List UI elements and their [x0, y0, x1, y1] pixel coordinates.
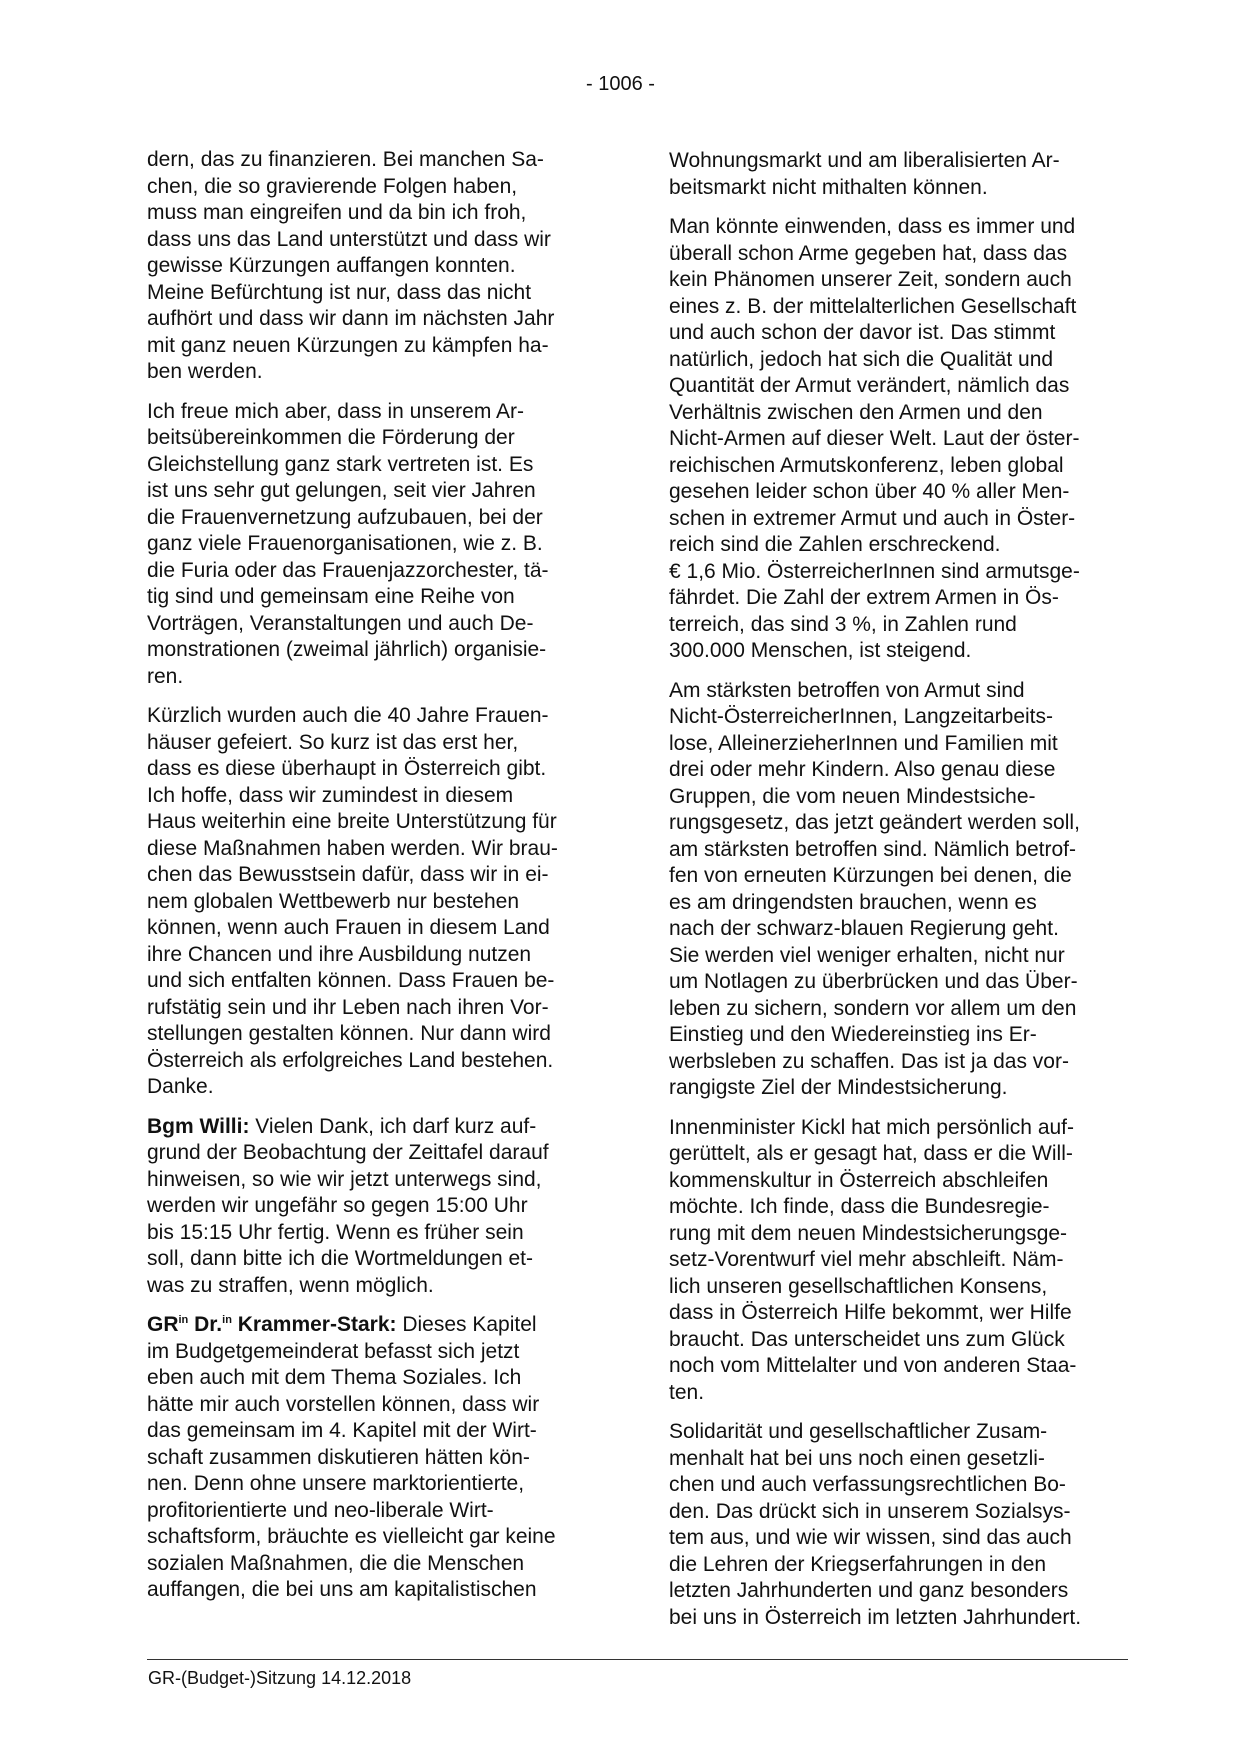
- text-line: muss man eingreifen und da bin ich froh,: [147, 201, 527, 224]
- text-line: braucht. Das unterscheidet uns zum Glück: [669, 1327, 1065, 1351]
- text-line: die Frauenvernetzung aufzubauen, bei der: [147, 505, 543, 529]
- text-line: was zu straffen, wenn möglich.: [147, 1273, 434, 1297]
- text-line: reich sind die Zahlen erschreckend.: [669, 533, 1001, 556]
- text-line: fen von erneuten Kürzungen bei denen, die: [669, 864, 1072, 887]
- text-line: schaftsform, bräuchte es vielleicht gar keine: [147, 1525, 556, 1548]
- text-line: 300.000 Menschen, ist steigend.: [669, 639, 972, 662]
- paragraph: [669, 678, 1129, 1102]
- right-column: [669, 148, 1129, 1644]
- paragraph: [669, 1419, 1129, 1631]
- text-line: menhalt hat bei uns noch einen gesetzli-: [669, 1446, 1045, 1470]
- text-line: Österreich als erfolgreiches Land bestehen.: [147, 1048, 554, 1072]
- text-line: soll, dann bitte ich die Wortmeldungen et-: [147, 1247, 533, 1270]
- text-line: rung mit dem neuen Mindestsicherungsge-: [669, 1221, 1068, 1245]
- text-line: mit ganz neuen Kürzungen zu kämpfen ha-: [147, 333, 549, 357]
- text-line: kein Phänomen unserer Zeit, sondern auch: [669, 268, 1072, 291]
- text-line: leben zu sichern, sondern vor allem um den: [669, 996, 1077, 1020]
- text-line: rungsgesetz, das jetzt geändert werden soll,: [669, 811, 1080, 834]
- text-line: die Furia oder das Frauenjazzorchester, tä-: [147, 558, 549, 582]
- text-line: Verhältnis zwischen den Armen und den: [669, 400, 1043, 424]
- speech-text: Dieses Kapitel: [396, 1313, 537, 1336]
- text-line: rufstätig sein und ihr Leben nach ihren Vor-: [147, 995, 549, 1019]
- text-line: im Budgetgemeinderat befasst sich jetzt: [147, 1339, 520, 1363]
- text-line: nem globalen Wettbewerb nur bestehen: [147, 889, 520, 913]
- text-line: und auch schon der davor ist. Das stimmt: [669, 321, 1056, 344]
- text-line: noch vom Mittelalter und von anderen Staa-: [669, 1354, 1077, 1377]
- text-line: ist uns sehr gut gelungen, seit vier Jahren: [147, 479, 536, 502]
- paragraph: [147, 399, 607, 691]
- text-line: diese Maßnahmen haben werden. Wir brau-: [147, 836, 558, 860]
- text-line: Quantität der Armut verändert, nämlich das: [669, 374, 1070, 397]
- text-line: und sich entfalten können. Dass Frauen be-: [147, 969, 555, 992]
- text-line: um Notlagen zu überbrücken und das Über-: [669, 970, 1078, 993]
- text-line: chen, die so gravierende Folgen haben,: [147, 174, 518, 198]
- text-line: kommenskultur in Österreich abschleifen: [669, 1168, 1049, 1192]
- text-line: Am stärksten betroffen von Armut sind: [669, 678, 1025, 702]
- text-line: Einstieg und den Wiedereinstieg ins Er-: [669, 1023, 1037, 1046]
- text-line: eben auch mit dem Thema Soziales. Ich: [147, 1366, 522, 1389]
- text-line: ten.: [669, 1380, 705, 1404]
- text-line: überall schon Arme gegeben hat, dass das: [669, 241, 1068, 265]
- text-line: letzten Jahrhunderten und ganz besonders: [669, 1579, 1069, 1602]
- text-line: Meine Befürchtung ist nur, dass das nicht: [147, 280, 532, 304]
- text-line: [147, 1312, 607, 1339]
- text-line: Ich freue mich aber, dass in unserem Ar-: [147, 399, 525, 423]
- paragraph: [147, 703, 607, 1101]
- footer-divider: [147, 1659, 1128, 1660]
- paragraph-bgm-willi: [147, 1114, 607, 1300]
- text-line: hinweisen, so wie wir jetzt unterwegs sind,: [147, 1167, 542, 1191]
- text-line: bei uns in Österreich im letzten Jahrhundert.: [669, 1605, 1082, 1629]
- text-line: das gemeinsam im 4. Kapitel mit der Wirt-: [147, 1419, 537, 1442]
- text-line: setz-Vorentwurf viel mehr abschleift. Näm-: [669, 1248, 1064, 1271]
- text-line: Kürzlich wurden auch die 40 Jahre Frauen-: [147, 704, 549, 727]
- speaker-name: Bgm Willi:: [147, 1114, 250, 1138]
- text-line: Solidarität und gesellschaftlicher Zusam-: [669, 1420, 1048, 1443]
- text-line: fährdet. Die Zahl der extrem Armen in Ös-: [669, 586, 1059, 609]
- text-line: grund der Beobachtung der Zeittafel darauf: [147, 1141, 549, 1164]
- text-line: gerüttelt, als er gesagt hat, dass er die Will-: [669, 1142, 1073, 1165]
- text-line: den. Das drückt sich in unserem Sozialsys-: [669, 1499, 1071, 1523]
- text-line: Innenminister Kickl hat mich persönlich auf-: [669, 1115, 1075, 1139]
- speaker-title-suffix: in: [222, 1314, 232, 1326]
- text-line: Sie werden viel weniger erhalten, nicht nur: [669, 943, 1065, 967]
- text-line: häuser gefeiert. So kurz ist das erst her,: [147, 730, 519, 754]
- text-line: lich unseren gesellschaftlichen Konsens,: [669, 1274, 1048, 1298]
- text-line: drei oder mehr Kindern. Also genau diese: [669, 758, 1056, 781]
- text-line: Wohnungsmarkt und am liberalisierten Ar-: [669, 149, 1060, 172]
- text-line: € 1,6 Mio. ÖsterreicherInnen sind armutsge-: [669, 559, 1080, 583]
- speaker-title: Dr.: [188, 1313, 223, 1336]
- text-line: reichischen Armutskonferenz, leben global: [669, 453, 1064, 477]
- text-line: auffangen, die bei uns am kapitalistischen: [147, 1578, 537, 1601]
- text-line: profitorientierte und neo-liberale Wirt-: [147, 1498, 494, 1522]
- text-line: werbsleben zu schaffen. Das ist ja das vor-: [669, 1049, 1069, 1073]
- text-line: gewisse Kürzungen auffangen konnten.: [147, 254, 516, 277]
- paragraph: [669, 148, 1129, 201]
- text-line: Gleichstellung ganz stark vertreten ist. Es: [147, 452, 534, 476]
- text-line: Gruppen, die vom neuen Mindestsiche-: [669, 784, 1036, 808]
- text-line: rangigste Ziel der Mindestsicherung.: [669, 1076, 1008, 1099]
- text-line: chen und auch verfassungsrechtlichen Bo-: [669, 1473, 1066, 1496]
- text-line: lose, AlleinerzieherInnen und Familien mit: [669, 731, 1058, 755]
- paragraph: [147, 147, 607, 386]
- text-line: sozialen Maßnahmen, die die Menschen: [147, 1551, 525, 1575]
- speaker-name: [147, 1313, 397, 1336]
- text-line: ben werden.: [147, 360, 263, 383]
- left-column: [147, 147, 607, 1617]
- text-line: möchte. Ich finde, dass die Bundesregie-: [669, 1195, 1050, 1218]
- text-line: nen. Denn ohne unsere marktorientierte,: [147, 1472, 525, 1495]
- text-line: die Lehren der Kriegserfahrungen in den: [669, 1552, 1047, 1576]
- text-line: beitsübereinkommen die Förderung der: [147, 426, 515, 449]
- text-line: nach der schwarz-blauen Regierung geht.: [669, 917, 1059, 940]
- text-line: bis 15:15 Uhr fertig. Wenn es früher sein: [147, 1220, 524, 1244]
- text-line: Danke.: [147, 1075, 214, 1098]
- text-line: dern, das zu finanzieren. Bei manchen Sa-: [147, 148, 544, 171]
- text-line: Nicht-ÖsterreicherInnen, Langzeitarbeits-: [669, 705, 1054, 728]
- text-line: dass es diese überhaupt in Österreich gibt.: [147, 757, 547, 780]
- text-line: terreich, das sind 3 %, in Zahlen rund: [669, 612, 1017, 636]
- text-line: beitsmarkt nicht mithalten können.: [669, 175, 988, 199]
- text-line: tem aus, und wie wir wissen, sind das auch: [669, 1526, 1072, 1549]
- paragraph: [669, 1115, 1129, 1407]
- text-line: dass in Österreich Hilfe bekommt, wer Hilfe: [669, 1301, 1072, 1324]
- text-line: am stärksten betroffen sind. Nämlich betrof-: [669, 837, 1076, 861]
- text-line: Nicht-Armen auf dieser Welt. Laut der öster-: [669, 427, 1080, 450]
- text-line: [147, 1114, 607, 1141]
- text-line: ganz viele Frauenorganisationen, wie z. B.: [147, 532, 543, 555]
- text-line: können, wenn auch Frauen in diesem Land: [147, 916, 550, 939]
- text-line: natürlich, jedoch hat sich die Qualität und: [669, 347, 1054, 371]
- text-line: tig sind und gemeinsam eine Reihe von: [147, 585, 515, 608]
- text-line: eines z. B. der mittelalterlichen Gesellschaft: [669, 294, 1077, 318]
- footer-session-label: GR-(Budget-)Sitzung 14.12.2018: [148, 1668, 412, 1688]
- paragraph-krammer-stark: [147, 1312, 607, 1604]
- speaker-title-suffix: in: [178, 1314, 189, 1326]
- speaker-surname: Krammer-Stark:: [231, 1313, 397, 1336]
- text-line: es am dringendsten brauchen, wenn es: [669, 890, 1037, 914]
- speech-text: Vielen Dank, ich darf kurz auf-: [249, 1114, 537, 1138]
- paragraph: [669, 214, 1129, 665]
- text-line: werden wir ungefähr so gegen 15:00 Uhr: [147, 1194, 528, 1217]
- speaker-title: GR: [147, 1313, 179, 1336]
- text-line: Haus weiterhin eine breite Unterstützung für: [147, 810, 557, 833]
- text-line: Man könnte einwenden, dass es immer und: [669, 215, 1076, 238]
- text-line: Vorträgen, Veranstaltungen und auch De-: [147, 611, 534, 635]
- text-line: monstrationen (zweimal jährlich) organisie-: [147, 638, 547, 661]
- page-number: - 1006 -: [586, 73, 655, 95]
- text-line: gesehen leider schon über 40 % aller Men-: [669, 480, 1070, 503]
- text-line: dass uns das Land unterstützt und dass wir: [147, 227, 551, 251]
- text-line: schen in extremer Armut und auch in Öster-: [669, 506, 1076, 530]
- text-line: hätte mir auch vorstellen können, dass wir: [147, 1392, 540, 1416]
- text-line: Ich hoffe, dass wir zumindest in diesem: [147, 783, 514, 807]
- text-line: ihre Chancen und ihre Ausbildung nutzen: [147, 942, 532, 966]
- text-line: schaft zusammen diskutieren hätten kön-: [147, 1445, 530, 1469]
- text-line: chen das Bewusstsein dafür, dass wir in ei-: [147, 863, 549, 886]
- text-line: ren.: [147, 664, 184, 688]
- text-line: aufhört und dass wir dann im nächsten Jahr: [147, 307, 555, 330]
- text-line: stellungen gestalten können. Nur dann wird: [147, 1022, 551, 1045]
